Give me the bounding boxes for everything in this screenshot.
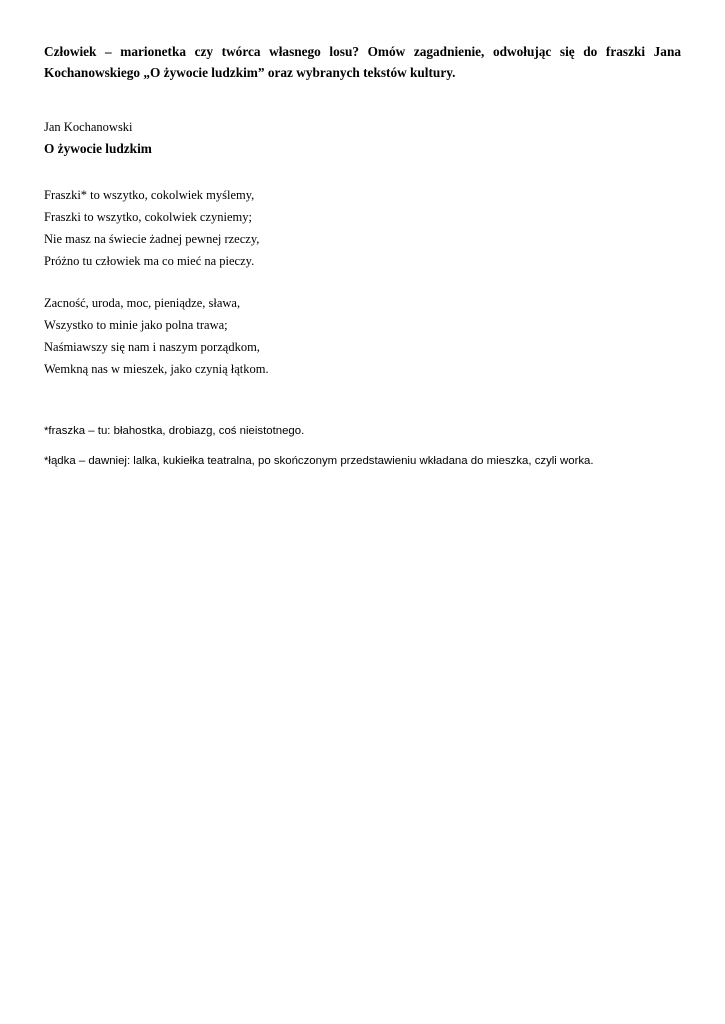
footnote-latka: *łądka – dawniej: lalka, kukiełka teatralna, po skończonym przedstawieniu wkładana do mieszka, czyli worka. bbox=[44, 455, 594, 467]
poem-author: Jan Kochanowski bbox=[44, 120, 133, 134]
poem-verse: Wemkną nas w mieszek, jako czynią łątkom. bbox=[44, 362, 269, 376]
poem-verse: Zacność, uroda, moc, pieniądze, sława, bbox=[44, 296, 241, 310]
poem-verse: Fraszki to wszytko, cokolwiek czyniemy; bbox=[44, 210, 252, 224]
poem-verse: Nie masz na świecie żadnej pewnej rzeczy, bbox=[44, 232, 260, 246]
poem-title: O żywocie ludzkim bbox=[44, 141, 152, 156]
footnote-fraszka: *fraszka – tu: błahostka, drobiazg, coś nieistotnego. bbox=[44, 425, 305, 437]
poem-verse: Fraszki* to wszytko, cokolwiek myślemy, bbox=[44, 188, 255, 202]
poem-verse: Naśmiawszy się nam i naszym porządkom, bbox=[44, 340, 260, 354]
poem-verse: Wszystko to minie jako polna trawa; bbox=[44, 318, 228, 332]
poem-stanza-2 bbox=[44, 292, 269, 380]
poem-verse: Próżno tu człowiek ma co mieć na pieczy. bbox=[44, 254, 255, 268]
poem-stanza-1 bbox=[44, 184, 259, 272]
essay-prompt: Człowiek – marionetka czy twórca własnego losu? Omów zagadnienie, odwołując się do fraszki Jana Kochanowskiego „O żywocie ludzkim” oraz wybranych tekstów kultury. bbox=[44, 44, 681, 80]
